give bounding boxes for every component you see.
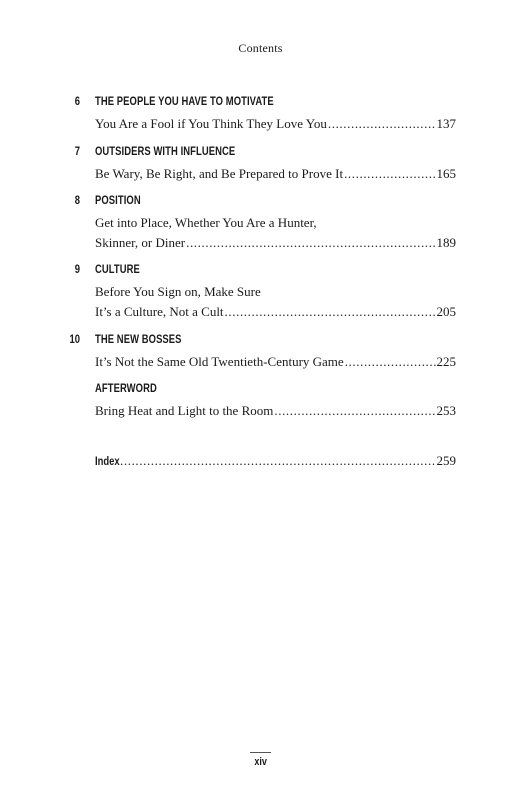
page-number: 137 — [436, 116, 456, 131]
dot-leader — [274, 403, 435, 419]
chapter-number: 7 — [74, 146, 80, 158]
dot-leader — [345, 354, 436, 370]
folio — [0, 756, 521, 768]
page-header: Contents — [238, 41, 283, 55]
subtitle-line: Get into Place, Whether You Are a Hunter, — [95, 215, 317, 230]
dot-leader — [186, 235, 435, 251]
page-number: 205 — [436, 304, 456, 319]
toc-entry-index — [95, 453, 456, 469]
page-number: 165 — [436, 166, 456, 181]
chapter-number: 8 — [74, 195, 80, 207]
subtitle-line: Skinner, or Diner — [95, 235, 186, 250]
subtitle-line: Bring Heat and Light to the Room — [95, 403, 274, 418]
footer-rule — [250, 752, 271, 753]
chapter-title: THE NEW BOSSES — [95, 334, 182, 346]
chapter-number: 10 — [69, 334, 80, 346]
chapter-title: CULTURE — [95, 264, 140, 276]
page-number: 253 — [436, 403, 456, 418]
page-number: 259 — [436, 453, 456, 468]
subtitle-line: It’s a Culture, Not a Cult — [95, 304, 224, 319]
subtitle-line: Be Wary, Be Right, and Be Prepared to Prove It — [95, 166, 344, 181]
page-number: 189 — [436, 235, 456, 250]
chapter-number: 6 — [74, 96, 80, 108]
chapter-title: POSITION — [95, 195, 141, 207]
afterword-title: AFTERWORD — [95, 383, 157, 395]
chapter-number: 9 — [74, 264, 80, 276]
chapter-title: THE PEOPLE YOU HAVE TO MOTIVATE — [95, 96, 274, 108]
dot-leader — [120, 453, 436, 469]
dot-leader — [225, 304, 436, 320]
page-number: 225 — [436, 354, 456, 369]
subtitle-line: Before You Sign on, Make Sure — [95, 284, 261, 299]
subtitle-line: It’s Not the Same Old Twentieth-Century Game — [95, 354, 344, 369]
chapter-title: OUTSIDERS WITH INFLUENCE — [95, 146, 236, 158]
subtitle-line: You Are a Fool if You Think They Love You — [95, 116, 327, 131]
dot-leader — [328, 116, 436, 132]
folio-number: xiv — [254, 756, 267, 768]
index-label: Index — [95, 456, 120, 468]
dot-leader — [344, 166, 435, 182]
